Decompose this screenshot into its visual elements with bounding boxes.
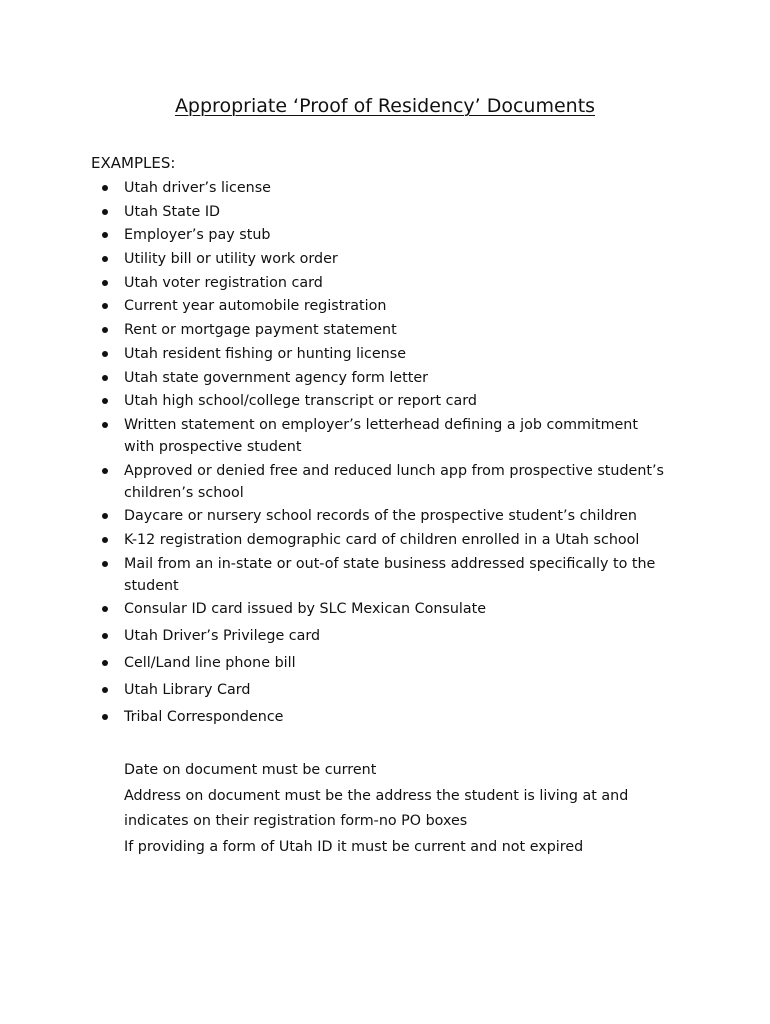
page-title-text: Appropriate ‘Proof of Residency’ Documents bbox=[174, 95, 596, 117]
list-item-text: Tribal Correspondence bbox=[124, 709, 284, 726]
list-item-text: Utah driver’s license bbox=[124, 180, 271, 196]
bullet-icon bbox=[102, 398, 108, 404]
bullet-icon bbox=[102, 714, 108, 720]
list-item bbox=[0, 343, 770, 365]
bullet-icon bbox=[102, 561, 108, 567]
bullet-icon bbox=[102, 468, 108, 474]
list-item bbox=[0, 390, 770, 412]
list-item bbox=[0, 201, 770, 223]
bullet-icon bbox=[102, 232, 108, 238]
list-item bbox=[0, 367, 770, 389]
list-item bbox=[0, 679, 770, 701]
list-item-text: Utah Driver’s Privilege card bbox=[124, 628, 321, 645]
bullet-icon bbox=[102, 375, 108, 381]
list-item-text: Utah resident fishing or hunting license bbox=[124, 345, 406, 362]
bullet-icon bbox=[102, 303, 108, 309]
bullet-icon bbox=[102, 687, 108, 693]
bullet-icon bbox=[102, 256, 108, 262]
bullet-icon bbox=[102, 422, 108, 428]
list-item bbox=[0, 652, 770, 674]
note-address-requirement: Address on document must be the address the student is living at and indicates on their registration form-no PO boxes bbox=[124, 787, 629, 829]
list-item-text: Daycare or nursery school records of the prospective student’s children bbox=[124, 508, 637, 525]
list-item bbox=[0, 505, 770, 527]
list-item bbox=[0, 625, 770, 647]
note-utah-id-current: If providing a form of Utah ID it must be current and not expired bbox=[124, 838, 584, 855]
note-date-current: Date on document must be current bbox=[124, 762, 377, 778]
list-item-text: Consular ID card issued by SLC Mexican Consulate bbox=[124, 601, 487, 618]
list-item bbox=[0, 319, 770, 341]
list-item bbox=[0, 460, 770, 504]
list-item bbox=[0, 295, 770, 317]
list-item bbox=[0, 272, 770, 294]
bullet-icon bbox=[102, 351, 108, 357]
list-item bbox=[0, 177, 770, 199]
list-item-text: Cell/Land line phone bill bbox=[124, 655, 296, 672]
list-item-text: Utility bill or utility work order bbox=[124, 251, 338, 268]
list-item-text: Utah high school/college transcript or report card bbox=[124, 393, 477, 410]
bullet-icon bbox=[102, 606, 108, 612]
list-item bbox=[0, 529, 770, 551]
requirements-notes bbox=[124, 758, 684, 860]
bullet-icon bbox=[102, 280, 108, 286]
list-item bbox=[0, 248, 770, 270]
list-item-text: Utah State ID bbox=[124, 203, 221, 220]
bullet-icon bbox=[102, 537, 108, 543]
list-item bbox=[0, 224, 770, 246]
list-item-text: Current year automobile registration bbox=[124, 298, 387, 315]
bullet-icon bbox=[102, 660, 108, 666]
list-item bbox=[0, 706, 770, 728]
list-item-text: K-12 registration demographic card of children enrolled in a Utah school bbox=[124, 531, 640, 548]
list-item-text: Utah Library Card bbox=[124, 682, 251, 699]
list-item bbox=[0, 598, 770, 620]
bullet-icon bbox=[102, 513, 108, 519]
list-item-text: Approved or denied free and reduced lunch app from prospective student’s children’s school bbox=[124, 462, 664, 501]
list-item bbox=[0, 414, 770, 458]
list-item-text: Written statement on employer’s letterhead defining a job commitment with prospective student bbox=[124, 416, 638, 455]
page-title bbox=[0, 94, 770, 118]
proof-document-list bbox=[0, 177, 770, 733]
bullet-icon bbox=[102, 327, 108, 333]
list-item-text: Mail from an in-state or out-of state business addressed specifically to the student bbox=[124, 555, 656, 594]
list-item-text: Utah voter registration card bbox=[124, 274, 323, 291]
list-item-text: Employer’s pay stub bbox=[124, 227, 271, 244]
bullet-icon bbox=[102, 209, 108, 215]
list-item bbox=[0, 553, 770, 597]
bullet-icon bbox=[102, 185, 108, 191]
bullet-icon bbox=[102, 633, 108, 639]
examples-heading: EXAMPLES: bbox=[91, 154, 176, 172]
list-item-text: Utah state government agency form letter bbox=[124, 369, 428, 386]
list-item-text: Rent or mortgage payment statement bbox=[124, 322, 397, 339]
